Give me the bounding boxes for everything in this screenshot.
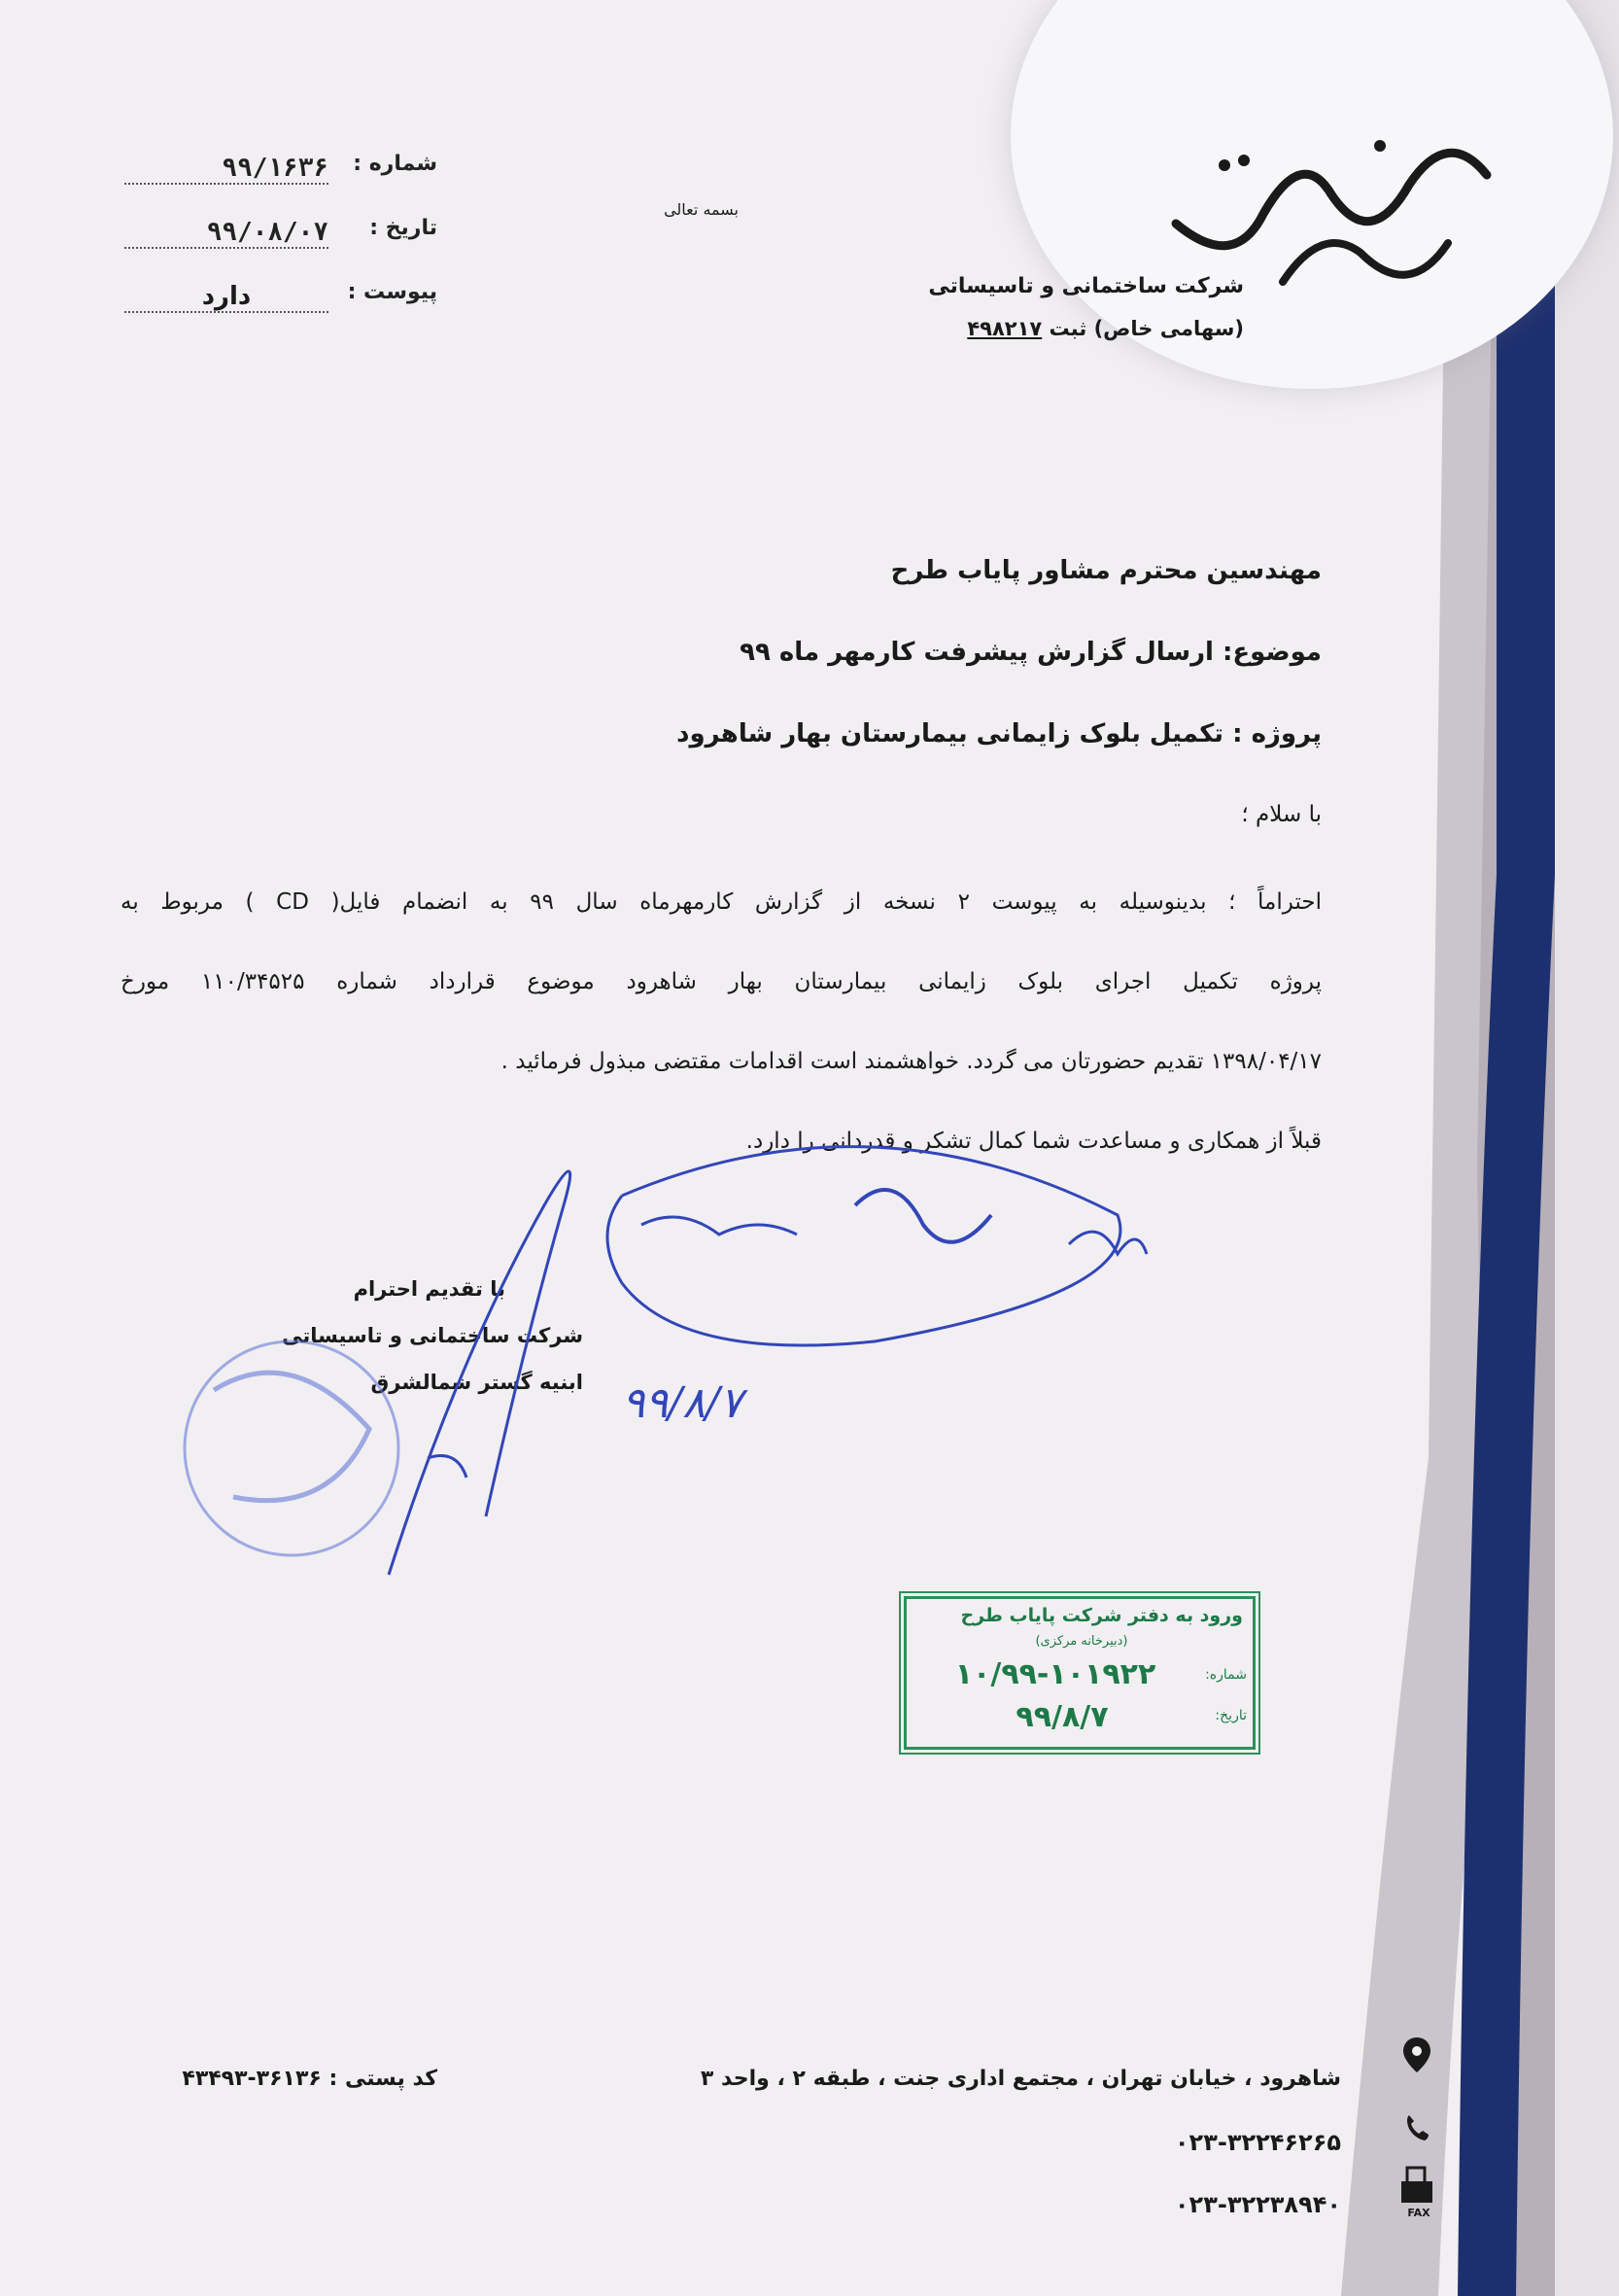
closing-line: قبلاً از همکاری و مساعدت شما کمال تشکر و قدردانی را دارد. [745,1129,1322,1154]
location-icon [1395,2034,1438,2076]
paragraph-line-3: ۱۳۹۸/۰۴/۱۷ تقدیم حضورتان می گردد. خواهشمند است اقدامات مقتضی مبذول فرمائید . [500,1049,1322,1074]
signature-line-2: شرکت ساختمانی و تاسیساتی [282,1324,583,1347]
date-value: ۹۹/۰۸/۰۷ [124,218,328,249]
paragraph-line-1: احتراماً ؛ بدینوسیله به پیوست ۲ نسخه از گزارش کارمهرماه سال ۹۹ به انضمام فایل( CD ) مربوط به [121,889,1322,915]
postal-label: کد پستی : [328,2067,437,2091]
bismillah: بسمه تعالی [664,200,739,219]
stamp-subtitle: (دبیرخانه مرکزی) [1035,1634,1128,1649]
number-value: ۹۹/۱۶۳۶ [124,154,328,185]
stamp-date-label: تاریخ: [1215,1708,1247,1723]
subject: موضوع: ارسال گزارش پیشرفت کارمهر ماه ۹۹ [740,638,1322,667]
stamp-number-label: شماره: [1205,1667,1247,1683]
footer-postal [126,2067,437,2091]
signature-line-1: با تقدیم احترام [353,1277,505,1301]
project-title: پروژه : تکمیل بلوک زایمانی بیمارستان بهار شاهرود [676,719,1322,748]
date-label: تاریخ : [369,216,437,240]
registration-label: ثبت [1049,317,1087,340]
company-registration [913,317,1244,340]
logo-wordmark-text [1147,97,1148,98]
phone-icon [1395,2105,1438,2148]
recipient: مهندسین محترم مشاور پایاب طرح [890,556,1322,585]
greeting: با سلام ؛ [1241,802,1322,827]
footer-phone: ۰۲۳-۳۲۲۴۶۲۶۵ [1174,2129,1341,2156]
number-label: شماره : [353,152,437,176]
company-name-line: شرکت ساختمانی و تاسیساتی [928,274,1244,298]
signature-line-3: ابنیه گستر شمالشرق [370,1371,583,1394]
company-type: (سهامی خاص) [1093,317,1244,340]
footer-address: شاهرود ، خیابان تهران ، مجتمع اداری جنت ، طبقه ۲ ، واحد ۳ [700,2067,1341,2091]
stamp-title: ورود به دفتر شرکت پایاب طرح [960,1605,1243,1626]
handwritten-date: ۹۹/۸/۷ [622,1378,743,1428]
postal-value: ۳۶۱۳۶-۴۳۴۹۳ [182,2067,322,2091]
fax-icon-label: FAX [1407,2207,1430,2219]
stamp-number-value: ۱۰/۹۹-۱۰۱۹۲۲ [954,1657,1156,1691]
entry-stamp [904,1596,1256,1750]
attachment-label: پیوست : [347,280,437,304]
footer-fax: ۰۲۳-۳۲۲۳۸۹۴۰ [1174,2191,1341,2218]
stamp-date-value: ۹۹/۸/۷ [1016,1700,1109,1734]
paragraph-line-2: پروژه تکمیل اجرای بلوک زایمانی بیمارستان بهار شاهرود موضوع قرارداد شماره ۱۱۰/۳۴۵۲۵ مورخ [121,969,1323,994]
attachment-value: دارد [124,282,328,313]
registration-number: ۴۹۸۲۱۷ [967,317,1043,340]
